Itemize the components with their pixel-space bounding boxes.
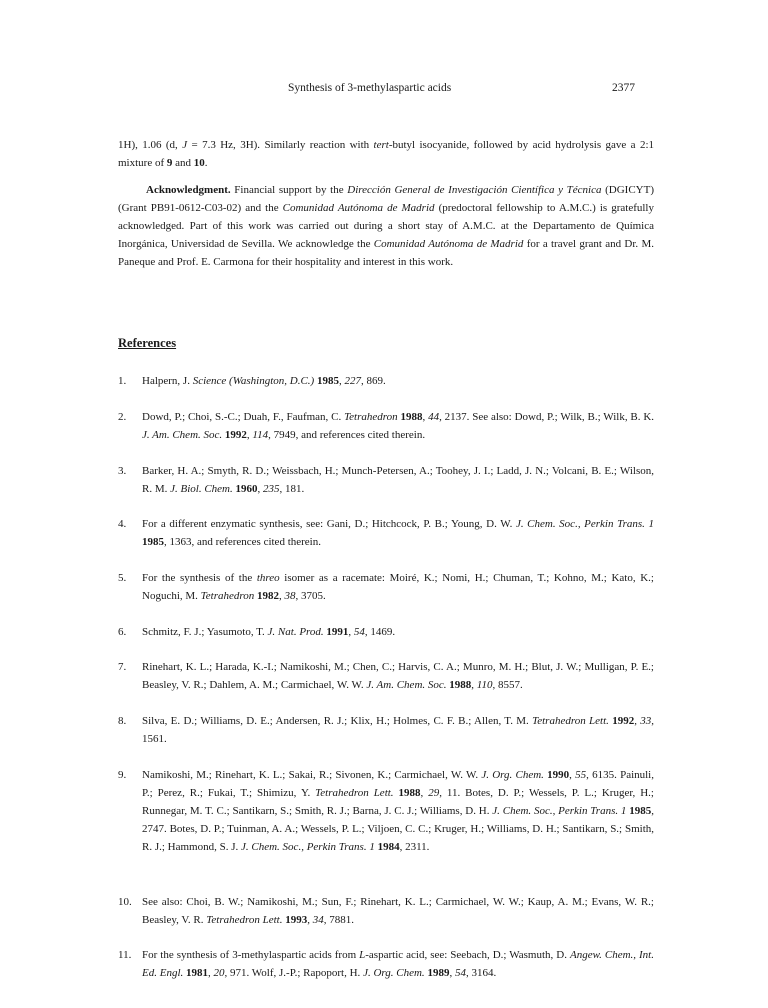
text-run: , 8557. [492,679,523,691]
reference-text [142,408,654,444]
text-run: Dowd, P.; Choi, S.-C.; Duah, F., Faufman, C. [142,411,345,423]
text-run: tert [373,139,389,151]
text-run: 1988 [449,679,472,691]
text-run: and [172,157,194,169]
text-run: , [307,914,313,926]
text-run: , [257,483,264,495]
reference-item [118,372,654,390]
compound-label: 10 [193,157,205,169]
reference-item [118,515,654,551]
text-run: 1992 [612,715,635,727]
text-run: 1960 [235,483,258,495]
text-run: , [208,967,214,979]
reference-text [142,569,654,605]
continuation-paragraph [118,136,654,172]
text-run: 110 [476,679,493,691]
reference-number: 9. [118,769,127,781]
text-run: , 2311. [399,841,430,853]
text-run: See also: Choi, B. W.; Namikoshi, M.; Sun, F.; Rinehart, K. L.; Carmichael, W. W.; Kaup, A. M.; Evans, W. R.; Beasley, V. R. [142,896,654,926]
text-run: For the synthesis of the [142,572,257,584]
text-run: for a travel grant and Dr. M. Paneque and Prof. E. Carmona for their hospitality and interest in this work. [118,238,654,268]
reference-text [142,946,654,982]
text-run: J. Chem. Soc., Perkin Trans. 1 [515,518,654,530]
text-run: , 7949, and references cited therein. [268,429,426,441]
text-run: , 2137. See also: Dowd, P.; Wilk, B.; Wilk, B. K. [439,411,655,423]
text-run: , 7881. [323,914,354,926]
acknowledgment-paragraph [118,181,654,271]
reference-text [142,372,654,390]
reference-number: 10. [118,896,132,908]
reference-item [118,462,654,498]
reference-item [118,408,654,444]
text-run: , [420,787,429,799]
text-run: J. Chem. Soc., Perkin Trans. 1 [492,805,627,817]
text-run: , 6135. Painuli, P.; Perez, R.; Fukai, T.; Shimizu, Y. [142,769,654,799]
text-run: Science (Washington, D.C.) [192,375,315,387]
text-run: , 3164. [465,967,497,979]
text-run: 29 [428,787,440,799]
text-run: 1989 [427,967,450,979]
text-run: , 11. Botes, D. P.; Wessels, P. L.; Kruger, H.; Runnegar, M. T. C.; Santikarn, S.; Smith, R. J.; Barna, J. C. J.; Williams, D. H. [142,787,654,817]
text-run: J. Am. Chem. Soc. [142,429,223,441]
text-run: Angew. Chem., Int. Ed. Engl. [142,949,654,979]
text-run: Namikoshi, M.; Rinehart, K. L.; Sakai, R.; Sivonen, K.; Carmichael, W. W. [142,769,482,781]
text-run: J. Biol. Chem. [170,483,233,495]
reference-text [142,712,654,748]
text-run: Silva, E. D.; Williams, D. E.; Andersen, R. J.; Klix, H.; Holmes, C. F. B.; Allen, T. M. [142,715,533,727]
text-run: Schmitz, F. J.; Yasumoto, T. [142,626,268,638]
acknowledgment-lead: Acknowledgment. [146,184,231,196]
text-run: Tetrahedron Lett. [315,787,394,799]
text-run: 1984 [377,841,400,853]
text-run: 1985 [142,536,164,548]
reference-item [118,623,654,641]
references-heading: References [118,336,177,350]
text-run: 1990 [547,769,570,781]
text-run: 1991 [326,626,349,638]
reference-item [118,712,654,748]
text-run: Tetrahedron [200,590,255,602]
compound-label: 9 [166,157,173,169]
reference-number: 6. [118,626,127,638]
text-run: -butyl isocyanide, followed by acid hydrolysis gave a 2:1 mixture of [118,139,654,169]
text-run: J [182,139,188,151]
text-run: 1993 [285,914,308,926]
text-run: , [449,967,455,979]
text-run: isomer as a racemate: Moiré, K.; Nomi, H.; Chuman, T.; Kohno, M.; Kato, K.; Noguchi, M. [142,572,654,602]
reference-number: 1. [118,375,127,387]
text-run: 1988 [400,411,423,423]
text-run: , [348,626,354,638]
text-run: (DGICYT) (Grant PB91-0612-C03-02) and the [118,184,654,214]
text-run: , 1363, and references cited therein. [164,536,321,548]
text-run: , 869. [360,375,386,387]
text-run: L [359,949,366,961]
page-number: 2377 [612,82,635,94]
reference-item [118,946,654,982]
text-run: 227 [344,375,361,387]
text-run: , [279,590,285,602]
text-run: . [204,157,208,169]
text-run: Tetrahedron Lett. [206,914,283,926]
text-run: , 971. Wolf, J.-P.; Rapoport, H. [224,967,364,979]
text-run: J. Org. Chem. [363,967,425,979]
text-run: , [634,715,641,727]
text-run: , [569,769,576,781]
text-run: 34 [312,914,324,926]
reference-number: 7. [118,661,127,673]
reference-text [142,766,654,856]
text-run: , 1469. [364,626,396,638]
text-run: , [471,679,477,691]
text-run: Rinehart, K. L.; Harada, K.-I.; Namikoshi, M.; Chen, C.; Harvis, C. A.; Munro, M. H.; Blut, J. W.; Mulligan, P. E.; Beasley, V. R.; Dahlem, A. M.; Carmichael, W. W. [142,661,654,691]
text-run: J. Am. Chem. Soc. [366,679,447,691]
text-run: J. Org. Chem. [481,769,544,781]
text-run: , 181. [279,483,305,495]
reference-number: 2. [118,411,127,423]
text-run: 1992 [224,429,247,441]
text-run: , [338,375,345,387]
text-run: , 3705. [295,590,326,602]
text-run: 44 [428,411,440,423]
text-run: , [246,429,253,441]
reference-number: 5. [118,572,127,584]
reference-number: 4. [118,518,127,530]
text-run: 55 [575,769,587,781]
reference-text [142,658,654,694]
running-title: Synthesis of 3-methylaspartic acids [288,82,452,94]
text-run: Dirección General de Investigación Científica y Técnica [347,184,602,196]
text-run: J. Nat. Prod. [267,626,324,638]
text-run: 114 [252,429,269,441]
text-run: J. Chem. Soc., Perkin Trans. 1 [241,841,375,853]
text-run: 1H), 1.06 (d, [118,139,183,151]
text-run: 1988 [398,787,421,799]
text-run: 38 [284,590,296,602]
text-run: Halpern, J. [142,375,193,387]
reference-text [142,623,654,641]
text-run: 54 [454,967,466,979]
text-run: 54 [353,626,365,638]
text-run: 1985 [316,375,339,387]
text-run: (predoctoral fellowship to A.M.C.) is gratefully acknowledged. Part of this work was carried out during a short stay of A.M.C. at the Departamento de Química Inorgánica, Universidad de Sevilla. We acknowledge the [118,202,654,250]
text-run: -aspartic acid, see: Seebach, D.; Wasmuth, D. [365,949,570,961]
text-run: , 1561. [142,715,655,745]
reference-item [118,658,654,694]
text-run: Barker, H. A.; Smyth, R. D.; Weissbach, H.; Munch-Petersen, A.; Toohey, J. I.; Ladd, J. N.; Volcani, B. E.; Wilson, R. M. [142,465,654,495]
text-run: Financial support by the [230,184,348,196]
text-run: 33 [640,715,652,727]
text-run: Tetrahedron Lett. [532,715,609,727]
text-run: 1982 [257,590,280,602]
text-run: , [422,411,429,423]
text-run: = 7.3 Hz, 3H). Similarly reaction with [187,139,374,151]
text-run: 235 [263,483,280,495]
reference-number: 3. [118,465,127,477]
reference-text [142,515,654,551]
text-run: For a different enzymatic synthesis, see: Gani, D.; Hitchcock, P. B.; Young, D. W. [142,518,516,530]
running-header [0,82,768,98]
reference-number: 8. [118,715,127,727]
text-run: Tetrahedron [344,411,398,423]
text-run: 1985 [629,805,652,817]
reference-item [118,893,654,929]
text-run: For the synthesis of 3-methylaspartic acids from [142,949,360,961]
text-run: 20 [213,967,225,979]
reference-text [142,893,654,929]
text-run: threo [256,572,280,584]
reference-item [118,766,654,856]
reference-item [118,569,654,605]
text-run: Comunidad Autónoma de Madrid [373,238,524,250]
text-run: Comunidad Autónoma de Madrid [282,202,435,214]
reference-text [142,462,654,498]
reference-number: 11. [118,949,132,961]
text-run: , 2747. Botes, D. P.; Tuinman, A. A.; Wessels, P. L.; Viljoen, C. C.; Kruger, H.; Williams, D. H.; Santikarn, S.; Smith, R. J.; Hammond, S. J. [142,805,654,853]
text-run: 1981 [186,967,208,979]
